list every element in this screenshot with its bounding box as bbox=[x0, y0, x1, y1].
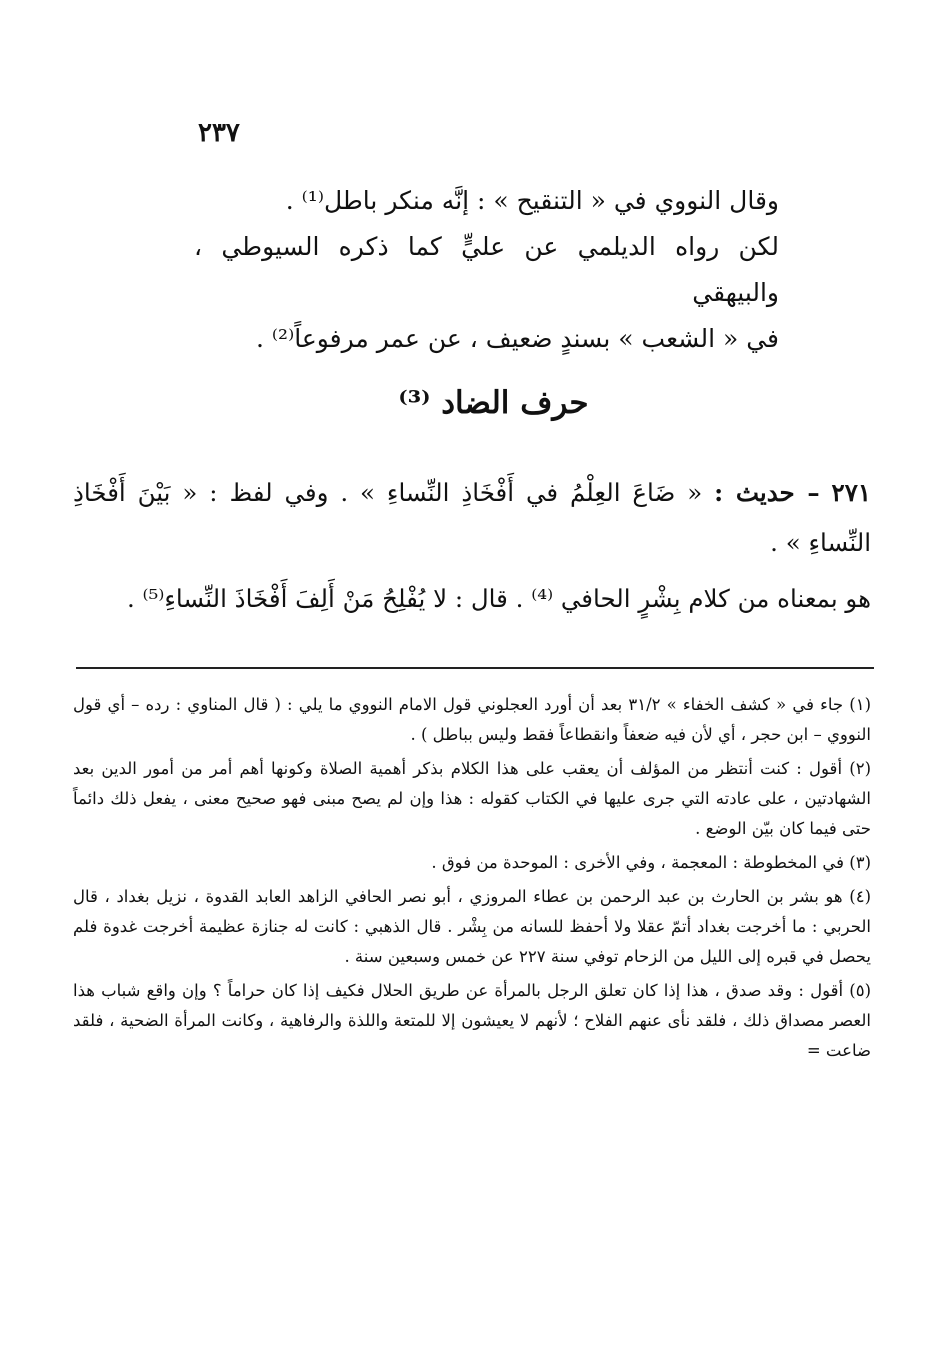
hadith-text bbox=[73, 468, 871, 568]
hadith-body: « ضَاعَ العِلْمُ في أَفْخَاذِ النِّساءِ » . وفي لفظ : « بَيْنَ أَفْخَاذِ النِّساءِ » . bbox=[73, 478, 871, 557]
footnote: (٥) أقول : وقد صدق ، هذا إذا كان تعلق الرجل بالمرأة عن طريق الحلال فكيف إذا كان حراماً ؟ وإن واقع شباب هذا العصر مصداق ذلك ، فلقد نأى عنهم الفلاح ؛ لأنهم لا يعيشون إلا للمتعة واللذة والرفاهية ، وكانت المرأة الضحية ، فلقد ضاعت = bbox=[73, 981, 871, 1060]
main-line: وقال النووي في « التنقيح » : إنَّه منكر باطل⁽¹⁾ . bbox=[285, 186, 779, 215]
hadith-label: – حديث : bbox=[714, 478, 820, 507]
footnote: (٤) هو بشر بن الحارث بن عبد الرحمن بن عطاء المروزي ، أبو نصر الحافي الزاهد العابد القدوة ، نزيل بغداد ، قال الحربي : ما أخرجت بغداد أتمّ عقلا ولا أحفظ للسانه من بِشْر . قال الذهبي : كانت له جنازة عظيمة أخرجت غدوة فلم يحصل في قبره إلى الليل من الزحام توفي سنة ٢٢٧ عن خمس وسبعين سنة . bbox=[73, 887, 871, 966]
footnote: (١) جاء في « كشف الخفاء » ٣١/٢ بعد أن أورد العجلوني قول الامام النووي ما يلي : ( قال المناوي : رده – أي قول النووي – ابن حجر ، أي لأن فيه ضعفاً وانقطاعاً فقط وليس بباطل ) . bbox=[73, 695, 871, 744]
footnote: (٣) في المخطوطة : المعجمة ، وفي الأخرى : الموحدة من فوق . bbox=[431, 853, 871, 872]
main-text bbox=[194, 178, 779, 362]
hadith-entry bbox=[73, 468, 871, 624]
hadith-explanation: هو بمعناه من كلام بِشْرٍ الحافي ⁽⁴⁾ . قال : لا يُفْلِحُ مَنْ أَلِفَ أَفْخَاذَ النِّساءِ⁽⁵⁾ . bbox=[126, 584, 871, 613]
page-number: ٢٣٧ bbox=[198, 118, 240, 148]
footnote: (٢) أقول : كنت أنتظر من المؤلف أن يعقب على هذا الكلام بذكر أهمية الصلاة وكونها أهم أمر من أمور الدين بعد الشهادتين ، على عادته التي جرى عليها في الكتاب كقوله : هذا وإن لم يصح مبنى فهو صحيح معنى ، يفعل ذلك دائماً حتى فيما كان بيّن الوضع . bbox=[73, 759, 871, 838]
main-line: في « الشعب » بسندٍ ضعيف ، عن عمر مرفوعاً⁽²⁾ . bbox=[256, 324, 779, 353]
footnote-divider bbox=[76, 667, 874, 669]
footnotes bbox=[73, 690, 871, 1070]
hadith-number: ٢٧١ bbox=[831, 478, 872, 507]
section-title: حرف الضاد ⁽³⁾ bbox=[398, 385, 589, 421]
main-line: لكن رواه الديلمي عن عليٍّ كما ذكره السيوطي ، والبيهقي bbox=[194, 232, 779, 307]
